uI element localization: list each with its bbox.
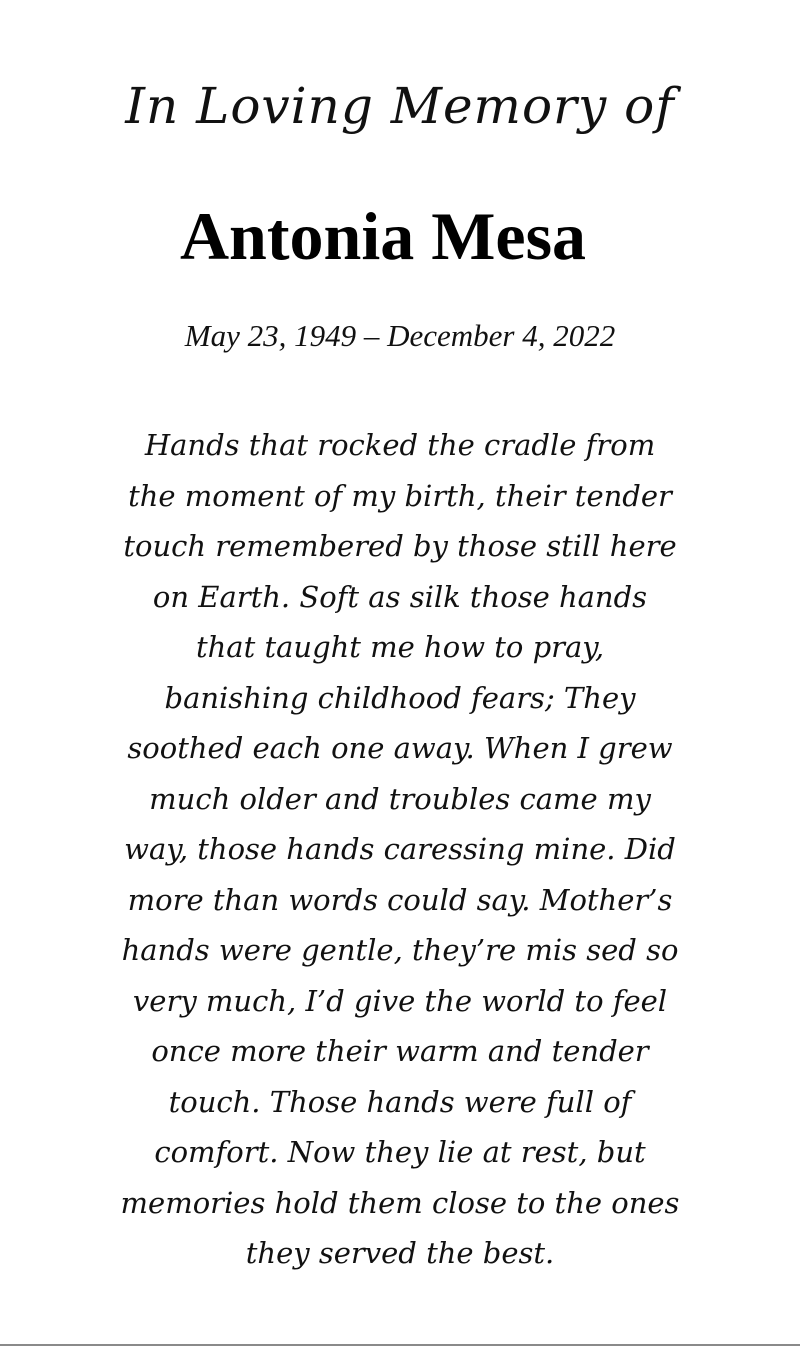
life-dates: May 23, 1949 – December 4, 2022 — [184, 318, 616, 353]
poem-line: comfort. Now they lie at rest, but — [154, 1135, 646, 1169]
poem-line: hands were gentle, they’re mis sed so — [121, 933, 679, 967]
poem-line: much older and troubles came my — [149, 781, 651, 816]
poem-line: they served the best. — [245, 1236, 555, 1270]
poem-line: Hands that rocked the cradle from — [144, 428, 656, 462]
poem-line: once more their warm and tender — [151, 1034, 649, 1068]
poem-line: banishing childhood fears; They — [164, 680, 636, 715]
poem-line: soothed each one away. When I grew — [127, 731, 673, 765]
poem-line: way, those hands caressing mine. Did — [124, 832, 676, 866]
poem-line: more than words could say. Mother’s — [127, 882, 673, 917]
bottom-divider — [0, 1344, 800, 1346]
poem-line: touch remembered by those still here — [123, 529, 677, 563]
poem-line: touch. Those hands were full of — [168, 1084, 632, 1119]
poem-line: that taught me how to pray, — [195, 630, 605, 664]
poem-line: on Earth. Soft as silk those hands — [152, 579, 648, 614]
memorial-poem — [100, 420, 700, 1279]
poem-line: the moment of my birth, their tender — [128, 478, 672, 513]
poem-line: memories hold them close to the ones — [120, 1185, 680, 1220]
poem-line: very much, I’d give the world to feel — [132, 983, 668, 1018]
deceased-name: Antonia Mesa — [179, 198, 587, 274]
memorial-heading: In Loving Memory of — [125, 77, 675, 135]
